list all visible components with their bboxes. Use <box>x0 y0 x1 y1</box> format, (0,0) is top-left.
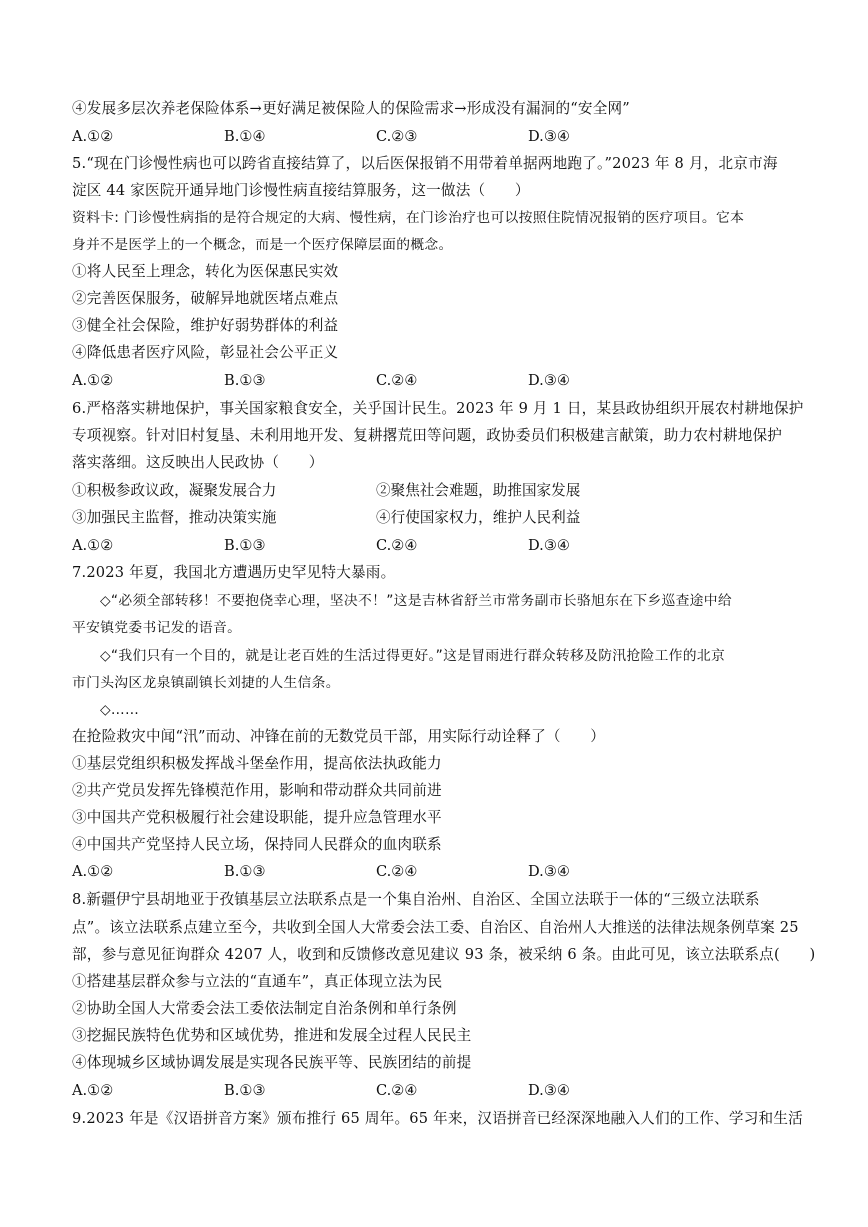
q8-item-4: ④体现城乡区域协调发展是实现各民族平等、民族团结的前提 <box>72 1054 472 1071</box>
q6-item-3: ③加强民主监督，推动决策实施 <box>72 509 277 526</box>
q8-option-c: C.②④ <box>376 1082 418 1099</box>
q6-item-2: ②聚焦社会难题，助推国家发展 <box>376 482 581 499</box>
q5-card-line-2: 身并不是医学上的一个概念，而是一个医疗保障层面的概念。 <box>72 237 453 253</box>
q8-item-3: ③挖掘民族特色优势和区域优势，推进和发展全过程人民民主 <box>72 1027 472 1044</box>
q7-option-d: D.③④ <box>528 863 570 880</box>
q5-item-4: ④降低患者医疗风险，彰显社会公平正义 <box>72 344 339 361</box>
q6-option-a: A.①② <box>72 537 114 554</box>
q5-option-b: B.①③ <box>224 372 266 389</box>
q4-option-d: D.③④ <box>528 128 570 145</box>
q7-quote-line-3: ◇“我们只有一个目的，就是让老百姓的生活过得更好。”这是冒雨进行群众转移及防汛抢险工作的北京 <box>100 648 726 664</box>
q6-stem-line-2: 专项视察。针对旧村复垦、未利用地开发、复耕撂荒田等问题，政协委员们积极建言献策，助力农村耕地保护 <box>72 427 783 444</box>
q6-stem-line-3: 落实落细。这反映出人民政协（ ） <box>72 454 324 471</box>
q7-quote-line-2: 平安镇党委书记发的语音。 <box>72 620 242 636</box>
q7-quote-line-1: ◇“必须全部转移！不要抱侥幸心理，坚决不！”这是吉林省舒兰市常务副市长骆旭东在下乡巡查途中给 <box>100 593 732 609</box>
q4-option-c: C.②③ <box>376 128 418 145</box>
q7-option-a: A.①② <box>72 863 114 880</box>
q7-item-2: ②共产党员发挥先锋模范作用，影响和带动群众共同前进 <box>72 782 442 799</box>
q8-option-b: B.①③ <box>224 1082 266 1099</box>
q7-stem: 7.2023 年夏，我国北方遭遇历史罕见特大暴雨。 <box>72 564 396 581</box>
q4-option-b: B.①④ <box>224 128 266 145</box>
q8-stem-line-2: 点”。该立法联系点建立至今，共收到全国人大常委会法工委、自治区、自治州人大推送的法律法规条例草案 25 <box>72 919 799 936</box>
q6-option-d: D.③④ <box>528 537 570 554</box>
q8-stem-line-3: 部，参与意见征询群众 4207 人，收到和反馈修改意见建议 93 条，被采纳 6 条。由此可见，该立法联系点( ) <box>72 946 816 963</box>
q5-item-2: ②完善医保服务，破解异地就医堵点难点 <box>72 290 339 307</box>
q5-stem-line-2: 淀区 44 家医院开通异地门诊慢性病直接结算服务，这一做法（ ） <box>72 182 530 199</box>
q5-stem-line-1: 5.“现在门诊慢性病也可以跨省直接结算了，以后医保报销不用带着单据两地跑了。”2023 年 8 月，北京市海 <box>72 155 778 172</box>
q7-item-4: ④中国共产党坚持人民立场，保持同人民群众的血肉联系 <box>72 836 442 853</box>
q5-card-line-1: 资料卡: 门诊慢性病指的是符合规定的大病、慢性病，在门诊治疗也可以按照住院情况报销的医疗项目。它本 <box>72 210 745 226</box>
q7-quote-line-4: 市门头沟区龙泉镇副镇长刘捷的人生信条。 <box>72 675 340 691</box>
q5-item-3: ③健全社会保险，维护好弱势群体的利益 <box>72 317 339 334</box>
q5-option-c: C.②④ <box>376 372 418 389</box>
q8-option-d: D.③④ <box>528 1082 570 1099</box>
q6-option-c: C.②④ <box>376 537 418 554</box>
q7-option-b: B.①③ <box>224 863 266 880</box>
q8-item-1: ①搭建基层群众参与立法的“直通车”，真正体现立法为民 <box>72 973 443 990</box>
q8-item-2: ②协助全国人大常委会法工委依法制定自治条例和单行条例 <box>72 1000 457 1017</box>
q5-item-1: ①将人民至上理念，转化为医保惠民实效 <box>72 263 339 280</box>
q7-question: 在抢险救灾中闻“汛”而动、冲锋在前的无数党员干部，用实际行动诠释了（ ） <box>72 728 606 745</box>
q8-option-a: A.①② <box>72 1082 114 1099</box>
q7-option-c: C.②④ <box>376 863 418 880</box>
q4-option-a: A.①② <box>72 128 114 145</box>
q7-quote-line-5: ◇…… <box>100 702 140 718</box>
q7-item-1: ①基层党组织积极发挥战斗堡垒作用，提高依法执政能力 <box>72 755 442 772</box>
q4-item-4: ④发展多层次养老保险体系→更好满足被保险人的保险需求→形成没有漏洞的“安全网” <box>72 100 630 117</box>
q5-option-a: A.①② <box>72 372 114 389</box>
q6-stem-line-1: 6.严格落实耕地保护，事关国家粮食安全，关乎国计民生。2023 年 9 月 1 日，某县政协组织开展农村耕地保护 <box>72 400 804 417</box>
q8-stem-line-1: 8.新疆伊宁县胡地亚于孜镇基层立法联系点是一个集自治州、自治区、全国立法联于一体的“三级立法联系 <box>72 891 760 908</box>
q6-item-4: ④行使国家权力，维护人民利益 <box>376 509 581 526</box>
q6-option-b: B.①③ <box>224 537 266 554</box>
q7-item-3: ③中国共产党积极履行社会建设职能，提升应急管理水平 <box>72 809 442 826</box>
q6-item-1: ①积极参政议政，凝聚发展合力 <box>72 482 277 499</box>
q9-stem-line-1: 9.2023 年是《汉语拼音方案》颁布推行 65 周年。65 年来，汉语拼音已经深深地融入人们的工作、学习和生活 <box>72 1110 803 1127</box>
q5-option-d: D.③④ <box>528 372 570 389</box>
